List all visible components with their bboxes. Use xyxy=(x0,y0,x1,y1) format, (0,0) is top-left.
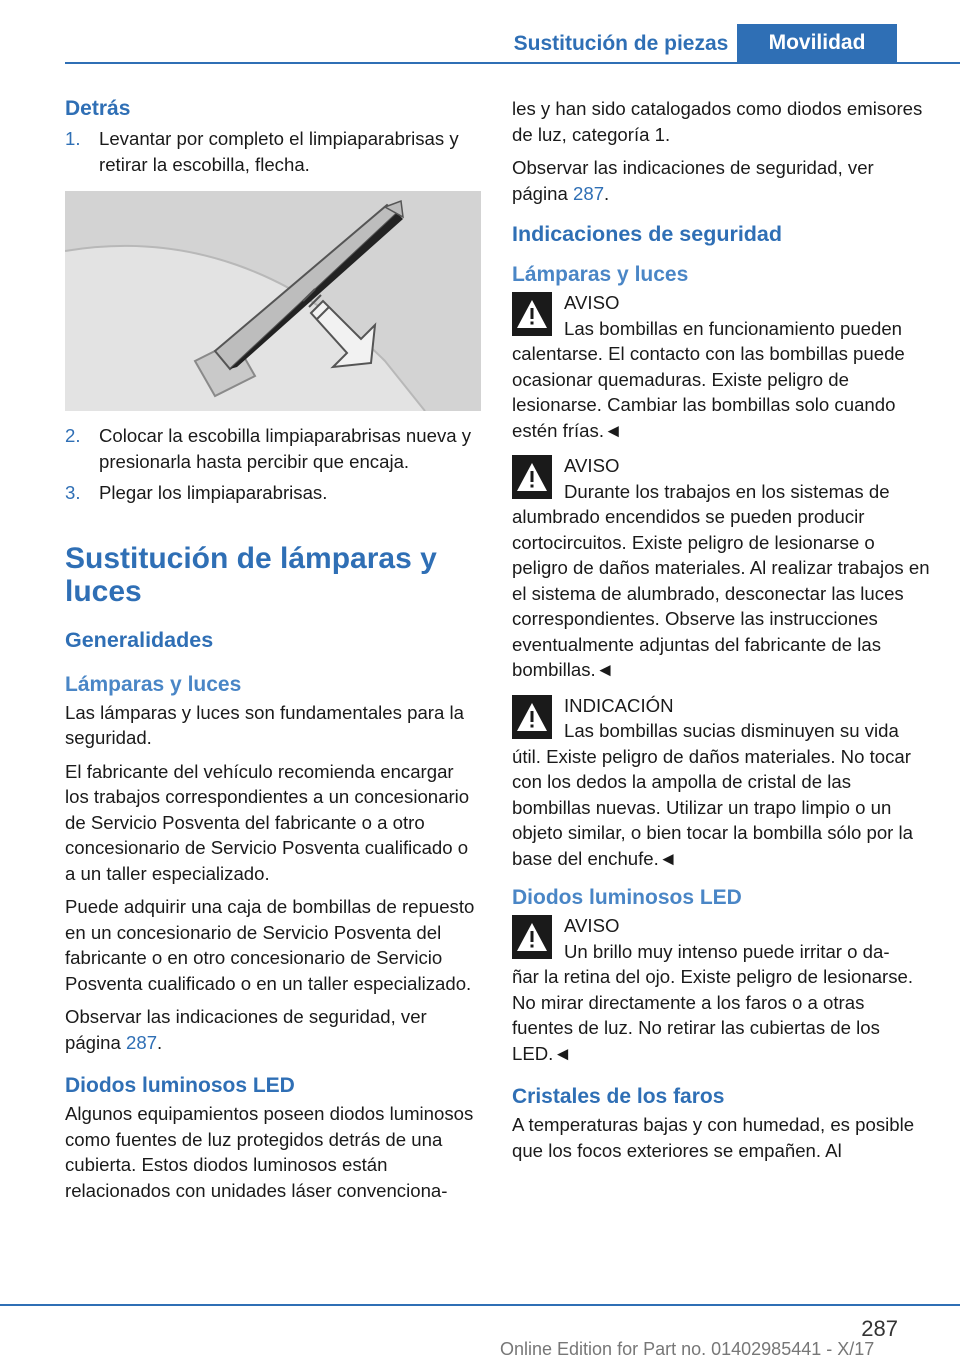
detras-heading: Detrás xyxy=(65,97,131,120)
warning-block xyxy=(512,913,930,1066)
paragraph: les y han sido catalogados como diodos emisores de luz, categoría 1. xyxy=(512,98,923,145)
step-1 xyxy=(65,126,481,177)
step-text: Levantar por completo el limpiaparabrisas y retirar la escobilla, flecha. xyxy=(99,128,459,175)
page-link[interactable]: 287 xyxy=(573,182,605,204)
step-number: 2. xyxy=(65,425,81,446)
page-link[interactable]: 287 xyxy=(126,1031,158,1053)
page-number: 287 xyxy=(861,1316,898,1341)
step-2 xyxy=(65,423,481,474)
paragraph-text: Observar las indicaciones de seguridad, ver página xyxy=(512,157,874,204)
main-heading: Sustitución de lámparas y luces xyxy=(65,541,437,608)
header-chapter-tab[interactable]: Movilidad xyxy=(737,24,897,62)
indicaciones-heading: Indicaciones de seguridad xyxy=(512,222,783,246)
header-section-title: Sustitución de piezas xyxy=(513,32,729,55)
warning-triangle-icon xyxy=(512,915,552,959)
warning-label: AVISO xyxy=(564,292,620,313)
warning-label: AVISO xyxy=(564,915,620,936)
step-text: Colocar la escobilla limpiaparabrisas nueva y presionarla hasta percibir que encaja. xyxy=(99,425,472,472)
header-rule xyxy=(65,62,960,64)
notice-block xyxy=(512,693,930,872)
warning-first-line: Las bombillas sucias disminuyen su vida xyxy=(564,720,899,741)
paragraph: A temperaturas bajas y con humedad, es posible que los focos exteriores se empañen. Al xyxy=(512,1114,915,1161)
warning-label: INDICACIÓN xyxy=(564,694,674,716)
warning-label: AVISO xyxy=(564,455,620,476)
paragraph-safety-ref xyxy=(65,1004,481,1055)
warning-block xyxy=(512,290,930,443)
footer-rule xyxy=(0,1304,960,1306)
step-3 xyxy=(65,480,481,506)
generalidades-heading: Generalidades xyxy=(65,627,214,652)
warning-text: útil. Existe peligro de daños materiales. No tocar con los dedos la ampolla de cristal de las bombillas nuevas. Utilizar un trapo limpio o un objeto similar, o bien tocar la bombilla sólo por la base del enchufe.◄ xyxy=(512,745,914,869)
warning-first-line: Durante los trabajos en los sistemas de xyxy=(564,480,890,502)
led-heading: Diodos luminosos LED xyxy=(512,886,742,909)
warning-first-line: Las bombillas en funcionamiento pueden xyxy=(564,317,903,339)
left-column xyxy=(65,96,481,1211)
step-number: 1. xyxy=(65,128,81,149)
paragraph: El fabricante del vehículo recomienda encargar los trabajos correspondientes a un concesionario de Servicio Posventa del fabricante o a otro concesionario de Servicio Posventa cualificado o a un taller especializado. xyxy=(65,760,470,884)
wiper-blade-illustration xyxy=(65,191,481,411)
warning-text: calentarse. El contacto con las bombillas puede ocasionar quemaduras. Existe peligro de lesionarse. Cambiar las bombillas solo cuando estén frías.◄ xyxy=(512,343,905,441)
online-edition-note: Online Edition for Part no. 01402985441 - X/17 xyxy=(500,1339,875,1359)
paragraph-end: . xyxy=(604,182,610,204)
warning-text: ñar la retina del ojo. Existe peligro de lesionarse. No mirar directamente a los faros o a otras fuentes de luz. No retirar las cubiertas de los LED.◄ xyxy=(512,966,914,1064)
lamparas-heading: Lámparas y luces xyxy=(65,672,242,696)
paragraph: Algunos equipamientos poseen diodos luminosos como fuentes de luz protegidos detrás de una cubierta. Estos diodos luminosos están relacionados con unidades láser convenciona- xyxy=(65,1103,474,1201)
warning-first-line: Un brillo muy intenso puede irritar o da- xyxy=(564,940,890,962)
paragraph: Las lámparas y luces son fundamentales para la seguridad. xyxy=(65,701,464,748)
warning-text: alumbrado encendidos se pueden producir cortocircuitos. Existe peligro de lesionarse o peligro de daños materiales. Al realizar trabajos en el sistema de alumbrado, desconectar las luces correspondientes. Observe las instrucciones eventualmente adjuntas del fabricante de las bombillas.◄ xyxy=(512,506,930,680)
paragraph-text: Observar las indicaciones de seguridad, ver página xyxy=(65,1006,427,1053)
step-text: Plegar los limpiaparabrisas. xyxy=(99,482,328,503)
warning-triangle-icon xyxy=(512,455,552,499)
warning-triangle-icon xyxy=(512,292,552,336)
paragraph-end: . xyxy=(157,1031,163,1053)
paragraph: Puede adquirir una caja de bombillas de repuesto en un concesionario de Servicio Posventa del fabricante o en otro concesionario de Servicio Posventa cualificado o en un taller especializado. xyxy=(65,896,475,994)
warning-block xyxy=(512,453,930,683)
lamparas-heading: Lámparas y luces xyxy=(512,263,689,286)
step-number: 3. xyxy=(65,482,81,503)
paragraph-safety-ref xyxy=(512,155,930,206)
right-column xyxy=(512,96,930,1171)
wiper-blade-figure xyxy=(65,191,481,411)
cristales-heading: Cristales de los faros xyxy=(512,1085,725,1108)
warning-triangle-icon xyxy=(512,695,552,739)
led-heading: Diodos luminosos LED xyxy=(65,1074,295,1097)
